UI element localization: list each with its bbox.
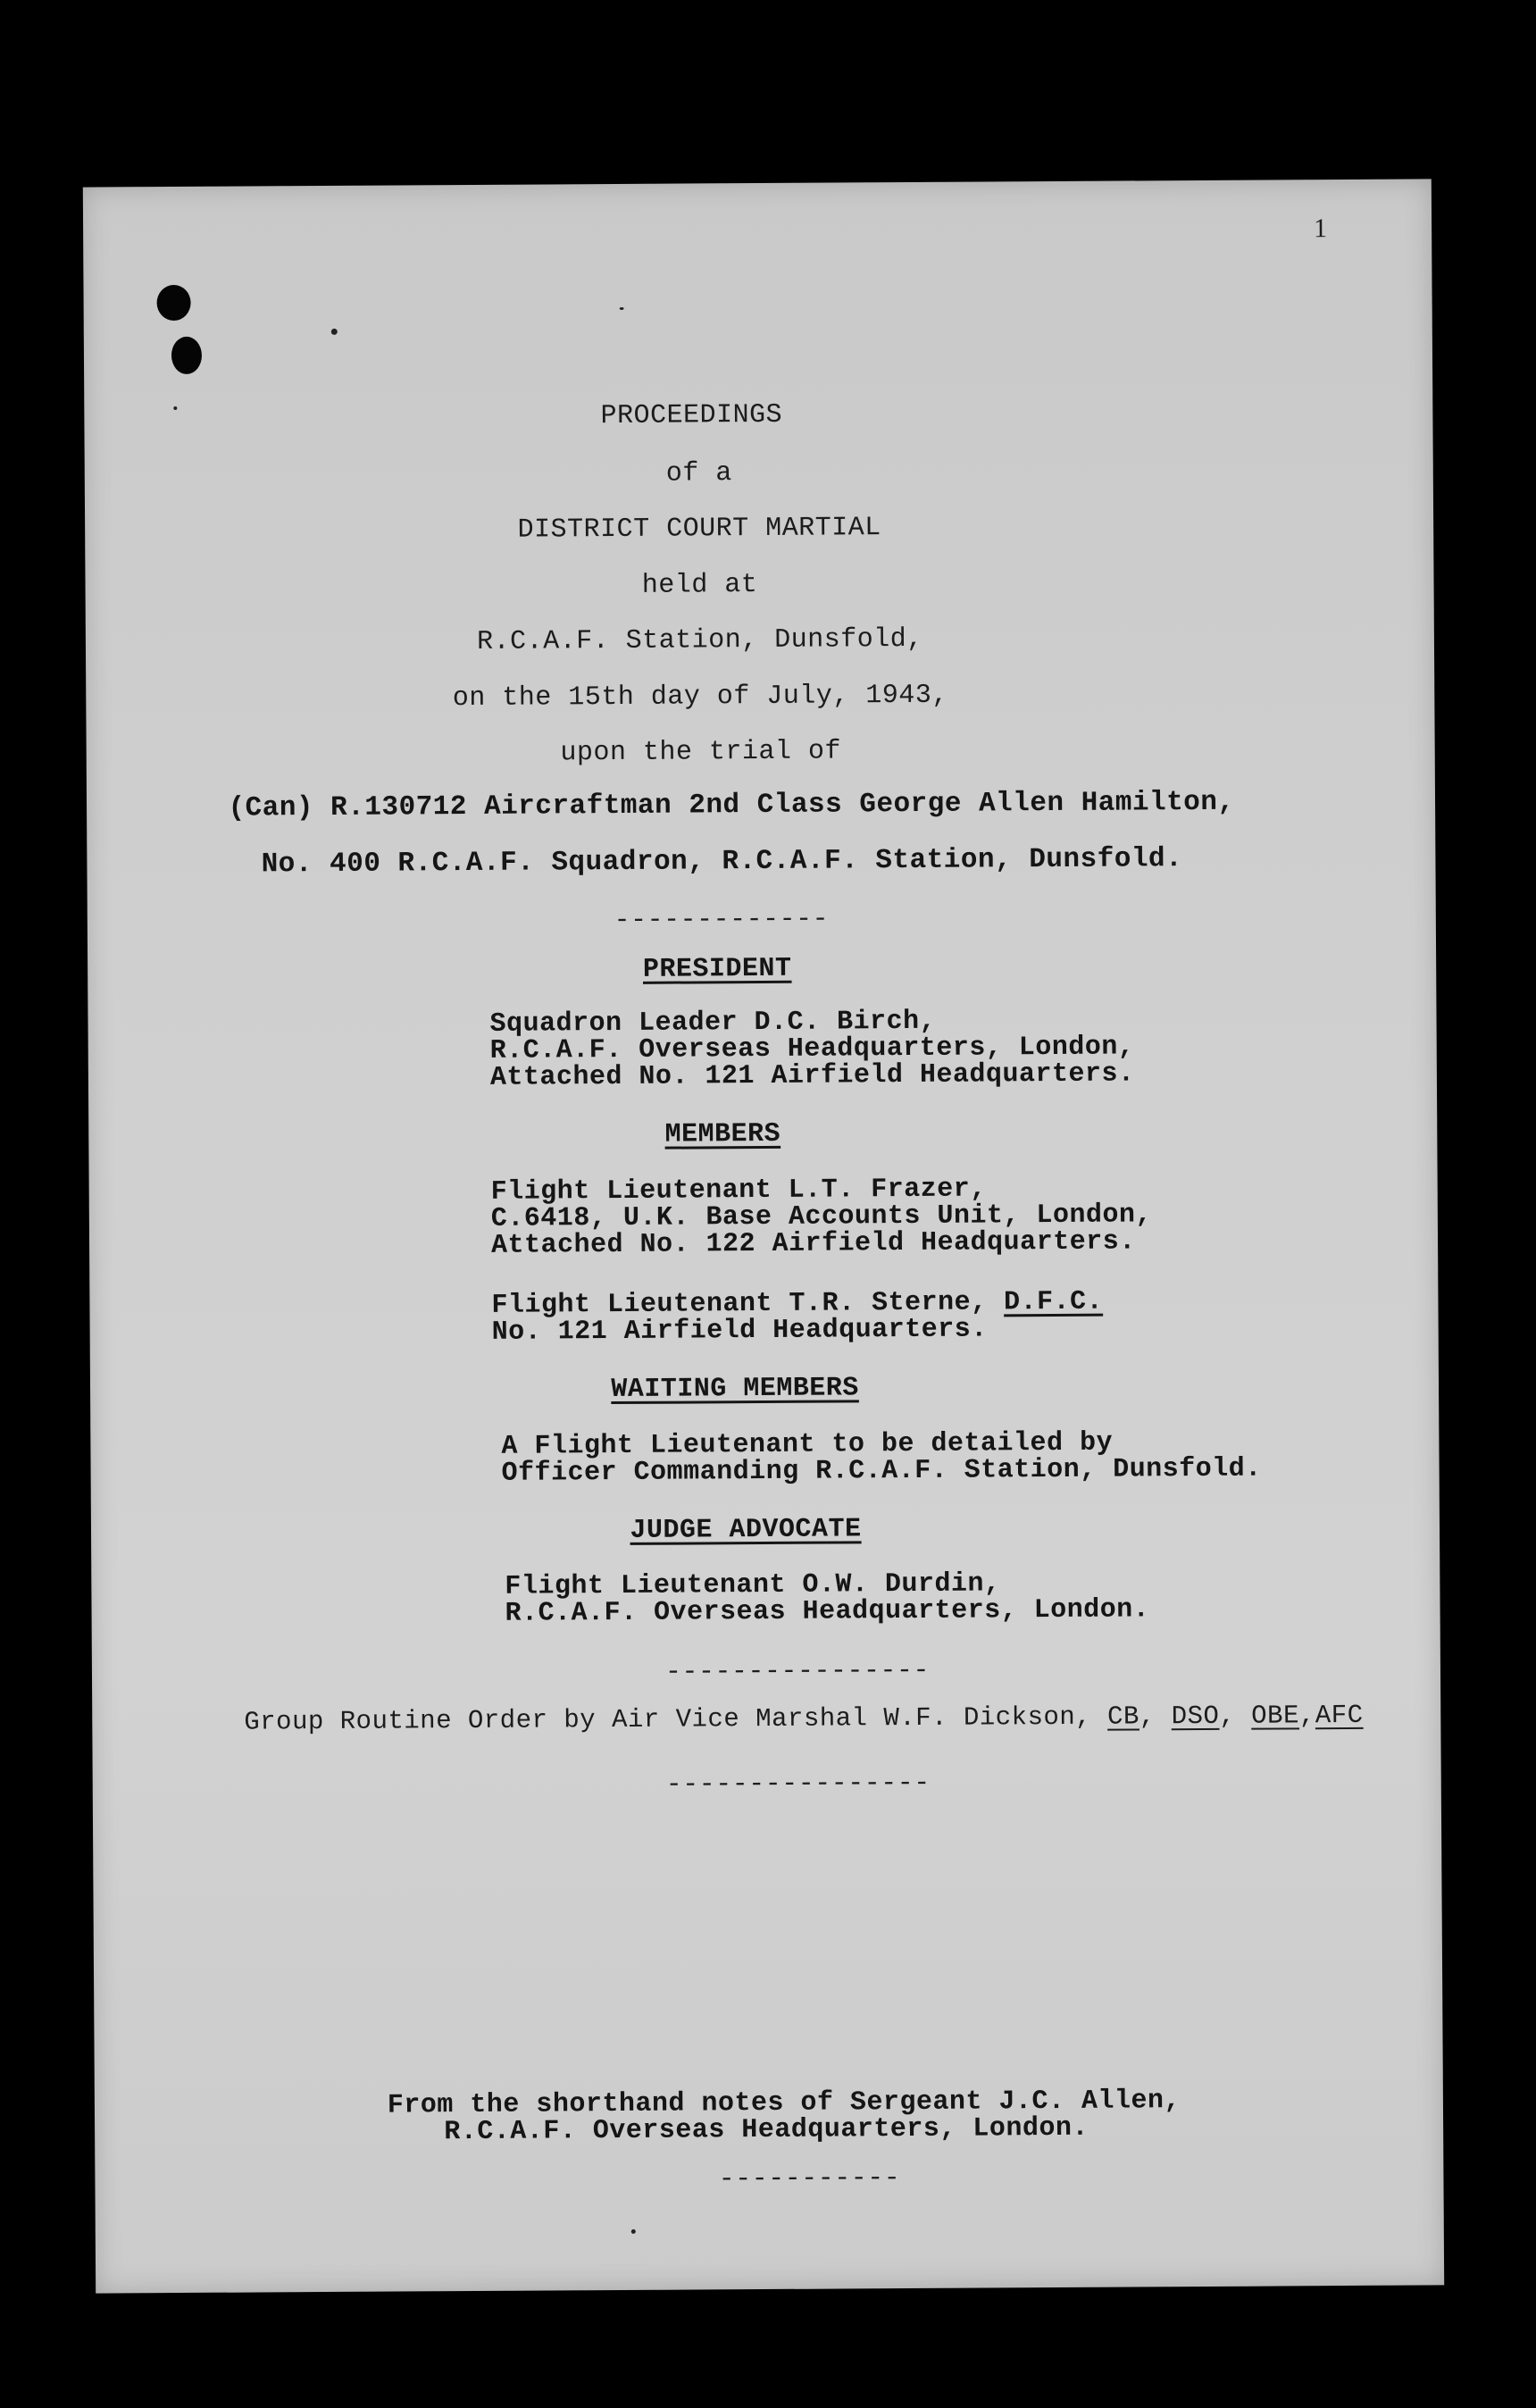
member1-line-3: Attached No. 122 Airfield Headquarters. <box>490 1226 1136 1261</box>
honour-separator: , <box>1298 1701 1315 1731</box>
separator-line-2: ---------------- <box>664 1655 931 1688</box>
honour-afc: AFC <box>1315 1700 1364 1731</box>
member1-line-1: Flight Lieutenant L.T. Frazer, <box>490 1174 987 1208</box>
ink-speck <box>620 307 624 310</box>
waiting-line-2: Officer Commanding R.C.A.F. Station, Dunsfold. <box>501 1453 1262 1489</box>
ink-speck <box>331 329 338 335</box>
footer-line-1: From the shorthand notes of Sergeant J.C. Allen, <box>387 2086 1181 2121</box>
waiting-members-heading: WAITING MEMBERS <box>611 1373 859 1406</box>
member2-line-2: No. 121 Airfield Headquarters. <box>491 1314 988 1348</box>
punch-hole-bottom <box>171 337 202 374</box>
ink-speck <box>173 406 177 410</box>
accused-unit: No. 400 R.C.A.F. Squadron, R.C.A.F. Station, Dunsfold. <box>261 843 1183 881</box>
honour-separator: , <box>1139 1701 1172 1732</box>
president-heading: PRESIDENT <box>642 953 792 985</box>
page-number: 1 <box>1314 213 1328 244</box>
member2-decoration: D.F.C. <box>1003 1286 1104 1318</box>
waiting-line-1: A Flight Lieutenant to be detailed by <box>501 1427 1114 1462</box>
accused-name: (Can) R.130712 Aircraftman 2nd Class George Allen Hamilton, <box>228 786 1235 824</box>
group-routine-order <box>244 1702 1363 1736</box>
footer-line-2: R.C.A.F. Overseas Headquarters, London. <box>444 2112 1089 2148</box>
separator-line-3: ---------------- <box>665 1768 931 1801</box>
group-order-text: Group Routine Order by Air Vice Marshal W.F. Dickson, <box>244 1701 1108 1737</box>
honour-separator: , <box>1219 1701 1252 1731</box>
paper-sheet <box>83 179 1444 2293</box>
title-upon-trial: upon the trial of <box>560 736 842 769</box>
president-line-1: Squadron Leader D.C. Birch, <box>489 1006 937 1040</box>
president-line-2: R.C.A.F. Overseas Headquarters, London, <box>489 1032 1135 1066</box>
title-court-martial: DISTRICT COURT MARTIAL <box>517 513 881 546</box>
honour-dso: DSO <box>1171 1701 1220 1732</box>
title-station: R.C.A.F. Station, Dunsfold, <box>477 623 923 657</box>
judge-advocate-heading: JUDGE ADVOCATE <box>630 1514 862 1546</box>
title-proceedings: PROCEEDINGS <box>600 399 783 432</box>
judge-line-2: R.C.A.F. Overseas Headquarters, London. <box>505 1594 1150 1629</box>
separator-line-4: ----------- <box>718 2163 901 2195</box>
separator-line: ------------- <box>614 904 830 937</box>
member2-name: Flight Lieutenant T.R. Sterne, <box>491 1287 1005 1321</box>
title-of-a: of a <box>665 458 732 489</box>
judge-line-1: Flight Lieutenant O.W. Durdin, <box>505 1568 1001 1602</box>
honour-cb: CB <box>1106 1701 1139 1732</box>
honour-obe: OBE <box>1251 1701 1300 1731</box>
punch-hole-top <box>156 285 190 321</box>
ink-speck <box>631 2229 636 2234</box>
title-held-at: held at <box>641 570 758 601</box>
members-heading: MEMBERS <box>664 1118 781 1150</box>
president-line-3: Attached No. 121 Airfield Headquarters. <box>489 1058 1135 1093</box>
member2-line-1 <box>491 1286 1104 1321</box>
title-date: on the 15th day of July, 1943, <box>452 680 948 715</box>
member1-line-2: C.6418, U.K. Base Accounts Unit, London, <box>490 1200 1153 1234</box>
